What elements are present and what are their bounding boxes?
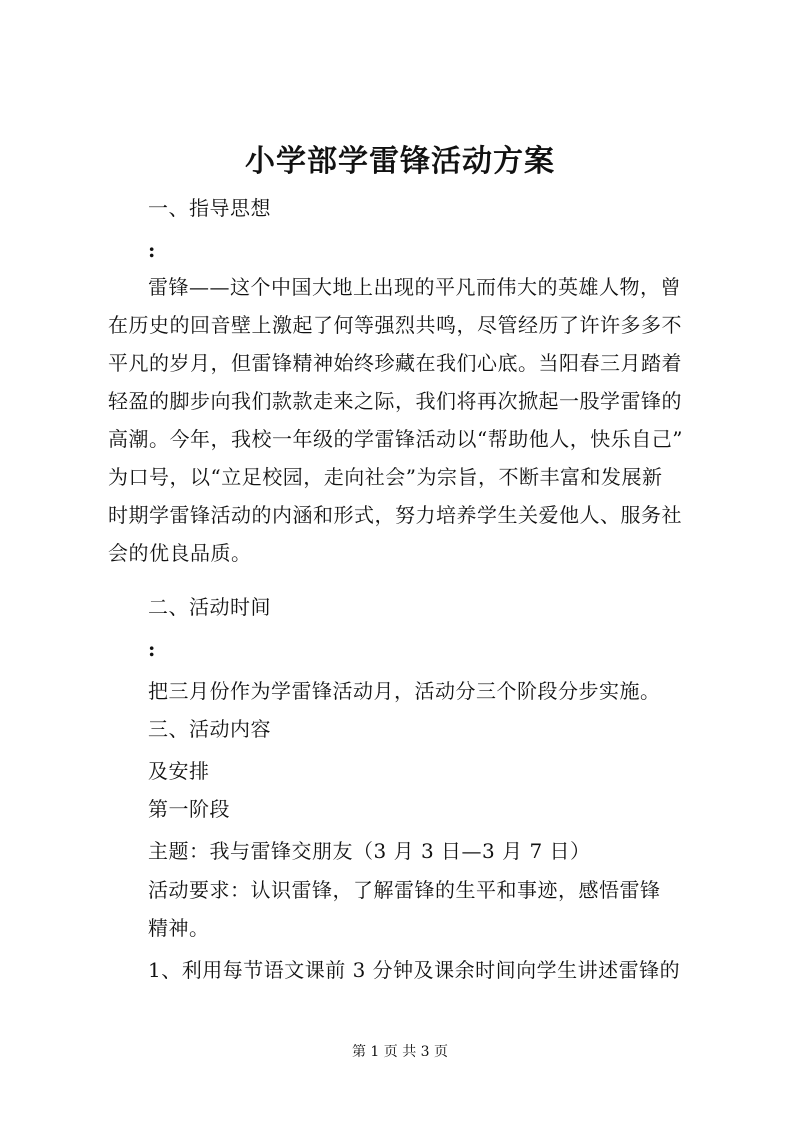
para1-line-6: 为口号，以“立足校园，走向社会”为宗旨，不断丰富和发展新 [108,465,663,489]
section1-colon: : [148,238,156,262]
section3-heading-cont: 及安排 [148,759,210,783]
requirement-line-1: 活动要求：认识雷锋，了解雷锋的生平和事迹，感悟雷锋 [148,878,661,902]
stage1-theme: 主题：我与雷锋交朋友（3 月 3 日—3 月 7 日） [148,839,591,863]
para1-line-3: 平凡的岁月，但雷锋精神始终珍藏在我们心底。当阳春三月踏着 [108,351,682,375]
stage1-heading: 第一阶段 [148,797,230,821]
section2-heading: 二、活动时间 [148,595,271,619]
requirement-line-2: 精神。 [148,916,210,940]
para1-line-4: 轻盈的脚步向我们款款走来之际，我们将再次掀起一股学雷锋的 [108,389,682,413]
section1-heading: 一、指导思想 [148,196,271,220]
item1: 1、利用每节语文课前 3 分钟及课余时间向学生讲述雷锋的 [148,958,681,982]
para1-line-7: 时期学雷锋活动的内涵和形式，努力培养学生关爱他人、服务社 [108,503,682,527]
page-footer: 第 1 页 共 3 页 [351,1044,449,1060]
para1-line-2: 在历史的回音壁上激起了何等强烈共鸣，尽管经历了许许多多不 [108,313,682,337]
para1-line-8: 会的优良品质。 [108,541,252,565]
section3-heading: 三、活动内容 [148,717,271,741]
para1-line-1: 雷锋——这个中国大地上出现的平凡而伟大的英雄人物，曾 [148,275,681,299]
para2: 把三月份作为学雷锋活动月，活动分三个阶段分步实施。 [148,679,661,703]
para1-line-5: 高潮。今年，我校一年级的学雷锋活动以“帮助他人，快乐自己” [108,427,683,451]
document-title: 小学部学雷锋活动方案 [245,144,555,179]
section2-colon: : [148,637,156,661]
